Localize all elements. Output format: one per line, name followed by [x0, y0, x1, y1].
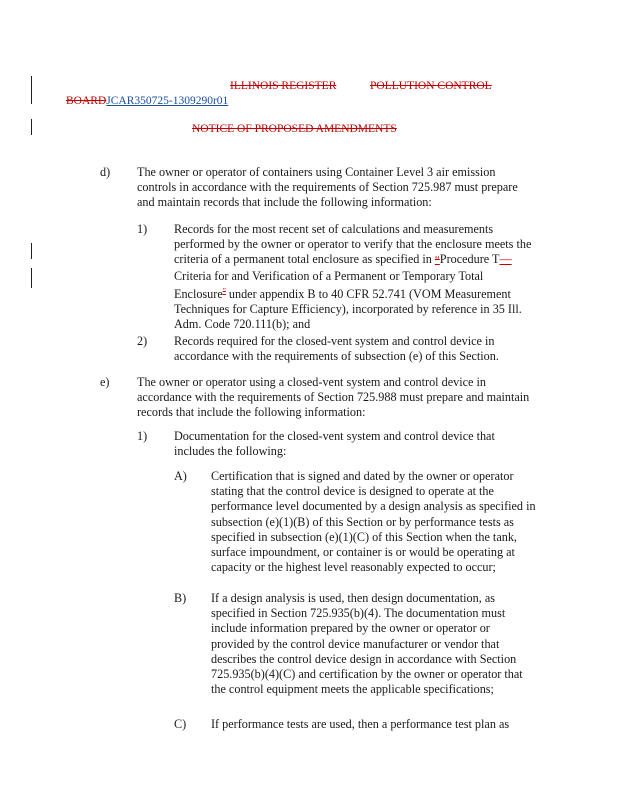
item-e-text: The owner or operator using a closed-vent system and control device in accordance with the requirements of Section 725.988 must prepare and maintain records that include the following information:: [137, 375, 530, 420]
change-bar-procedure-1: [31, 243, 32, 259]
item-d2-label: 2): [137, 334, 148, 348]
close-quote-mark: ”: [222, 286, 226, 295]
item-e1c-text: If performance tests are used, then a performance test plan as: [211, 717, 510, 731]
board-deleted: BOARD: [66, 95, 107, 107]
item-d-label: d): [100, 165, 111, 179]
item-e1c-label: C): [174, 717, 187, 731]
register-title-deleted: ILLINOIS REGISTER: [230, 80, 337, 92]
item-e1-label: 1): [137, 429, 148, 443]
change-bar-header-1: [31, 76, 32, 104]
jcar-id-inserted: JCAR350725-1309290r01: [106, 95, 229, 107]
pollution-control-deleted: POLLUTION CONTROL: [370, 80, 492, 92]
procedure-t-title: Procedure T: [439, 252, 500, 267]
item-e-label: e): [100, 375, 110, 389]
item-d1-text: [174, 222, 534, 332]
d1-text-part-a: Records for the most recent set of calculations and measurements performed by the owner or operator to verify that the enclosure meets the criteria of a permanent total enclosure as specified in: [174, 222, 532, 267]
change-bar-procedure-2: [31, 268, 32, 288]
item-d1-label: 1): [137, 222, 148, 236]
change-bar-header-2: [31, 119, 32, 135]
header-line-2: [66, 95, 228, 107]
em-dash-mark: —: [499, 252, 512, 267]
item-e1b-text: If a design analysis is used, then design documentation, as specified in Section 725.935(b)(4). The documentation must include information prepared by the owner or operator or provided by the control device manufacturer or vendor that describes the control device design in accordance with Section 725.935(b)(4)(C) and certification by the owner or operator that the control equipment meets the applicable specifications;: [211, 591, 523, 697]
item-d2-text: Records required for the closed-vent system and control device in accordance with the requirements of subsection (e) of this Section.: [174, 334, 499, 364]
item-e1a-label: A): [174, 469, 187, 483]
d1-text-part-c: Criteria for and Verification of a Permanent or Temporary Total Enclosure: [174, 268, 484, 301]
notice-heading-deleted: NOTICE OF PROPOSED AMENDMENTS: [192, 123, 397, 135]
item-d-text: The owner or operator of containers using Container Level 3 air emission controls in accordance with the requirements of Section 725.987 must prepare and maintain records that include the following information:: [137, 165, 518, 210]
open-quote-mark: “: [434, 254, 440, 267]
item-e1b-label: B): [174, 591, 187, 605]
item-e1a-text: Certification that is signed and dated by the owner or operator stating that the control device is designed to operate at the performance level documented by a design analysis as specified in subsection (e)(1)(B) of this Section or by performance tests as specified in subsection (e)(1)(C) of this Section when the tank, surface impoundment, or container is or would be operating at capacity or the highest level reasonably expected to occur;: [211, 469, 536, 575]
item-e1-text: Documentation for the closed-vent system and control device that includes the following:: [174, 429, 495, 459]
d1-text-part-d: under appendix B to 40 CFR 52.741 (VOM Measurement Techniques for Capture Efficiency), incorporated by reference in 35 Ill. Adm. Code 720.111(b); and: [174, 286, 522, 332]
